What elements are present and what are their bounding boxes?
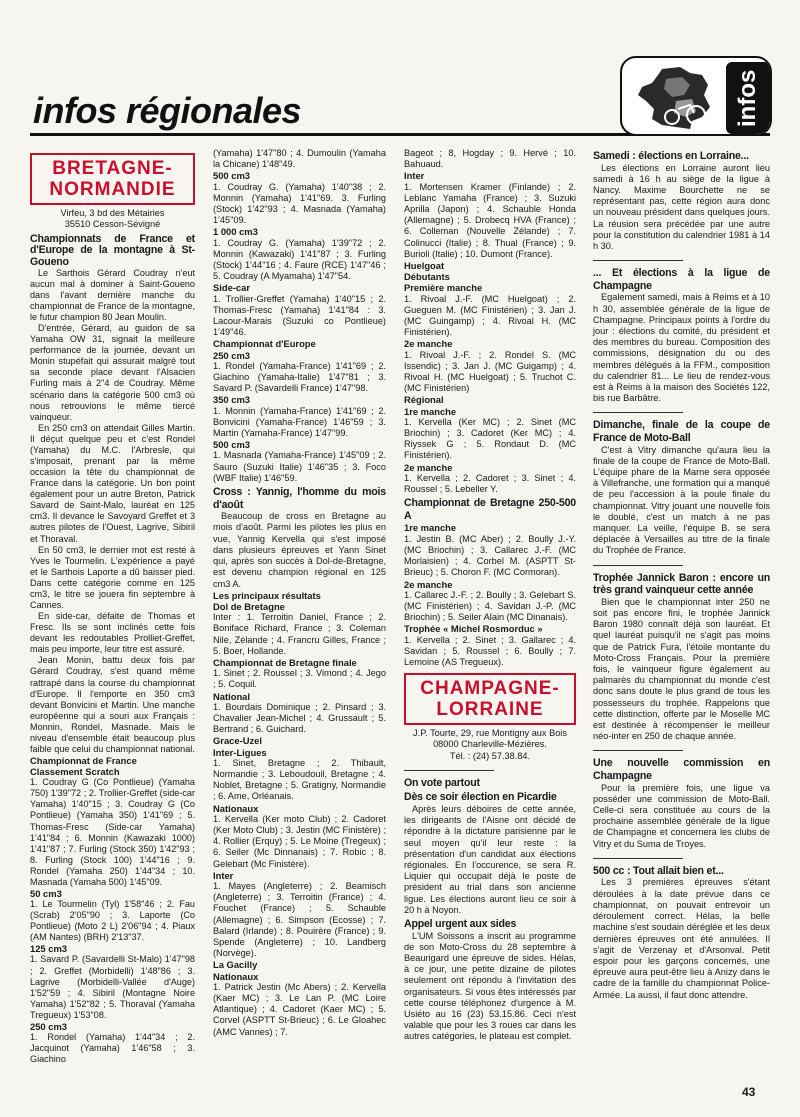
article-paragraph: Bien que le championnat inter 250 ne soit pas encore fini, le trophée Jannick Baron 1980 connaît déjà son lauréat. Et quel lauréat puisqu'il ne s'agit pas moins que de Patrick Fura, l'étoile montante du Moto-Cross Français. Pour la première fois, le vainqueur figure également au palmarès du championnat du monde c'est donc sans doute le plus grand de tous les possesseurs du trophée. Rappelons que cette distinction, offerte par le Moselle MC est destinée à récompenser le meilleur néo-inter en 250 de chaque année. xyxy=(593,596,770,742)
article-heading: Samedi : élections en Lorraine... xyxy=(593,150,749,162)
article-heading: Championnat de Bretagne 250-500 A xyxy=(404,497,576,522)
article-heading: Trophée Jannick Baron : encore un très grand vainqueur cette année xyxy=(593,571,770,597)
article-paragraph: Les 3 premières épreuves s'étant déroulées à la date prévue dans ce championnat, on pouvait entrevoir un déroulement correct. Hélas, la belle machine s'est soudain déréglée et les deux dernières épreuves ont été annulées. Il s'agit de Verzenay et d'Arsonval. Petit espoir pour les garçons concernés, une épreuve aura peut-être lieu à Anizy dans le cadre de la famille du championnat Police-Armée. La aussi, il faut donc attendre. xyxy=(593,877,770,1000)
article-heading: ... Et élections à la ligue de Champagne xyxy=(593,267,770,292)
article-paragraph: Jean Monin, battu deux fois par Gérard Coudray, s'est quand même rattrapé dans la course du championnat d'Europe. Il l'emporte en 350 cm3 devant Bonvicini et Martin. Une manche européenne qui a souri aux Français : Monnin, Rondel, Masnade. Mais le niveau d'ensemble était beaucoup plus faible que celui du championnat national. xyxy=(30,655,195,754)
results-subheading: Nationaux xyxy=(213,970,259,982)
results-subheading: Grace-Uzel xyxy=(213,735,262,747)
results-subheading: Débutants xyxy=(404,271,450,283)
article-paragraph: Le Sarthois Gérard Coudray n'eut aucun mal à dominer à Saint-Goueno dans l'avant dernière manche du championnat de France de la montagne, le futur champion 80 Jean Moulin. xyxy=(30,267,195,322)
results-subheading: 350 cm3 xyxy=(213,394,251,406)
article-paragraph: Pour la première fois, une ligue va posséder une commission de Moto-Ball. Celle-ci sera constituée au cours de la prochaine assemblée générale de la ligue de Champagne et concernera les clubs de Vitry et du Suma de Troyes. xyxy=(593,782,770,849)
article-heading: 500 cc : Tout allait bien et... xyxy=(593,864,724,877)
section-title: infos régionales xyxy=(33,90,302,131)
article-heading: Dès ce soir élection en Picardie xyxy=(404,791,557,804)
article-paragraph: En 250 cm3 on attendait Gilles Martin. Il déçut quelque peu et c'est Rondel (Yamaha) du M.C. l'Arbresle, qui s'imposait, prenant par la même occasion la tête du championnat de France dans la catégorie. Un bon point également pour un autre Breton, Patrick Savard de Saint-Malo, lauréat en 125 cm3. Il devance le Savoyard Greffet et 3 autres pilotes de l'Ouest, Lagrive, Sibiril et Thoraval. xyxy=(30,422,195,544)
divider xyxy=(593,858,683,859)
results-subheading: 50 cm3 xyxy=(30,888,62,900)
results-subheading: Inter xyxy=(404,170,425,182)
results-subheading: 2e manche xyxy=(404,578,453,590)
divider xyxy=(593,412,683,413)
results-text: 1. Kervella (Ker MC) ; 2. Sinet (MC Briochin) ; 3. Cadoret (Ker MC) ; 4. Riyssek G ; 5. Rondaut D. (MC Finistérien). xyxy=(404,416,576,461)
address-line: Virfeu, 3 bd des Métairies xyxy=(60,208,165,218)
results-text: 1. Rivoal J.-F. (MC Huelgoat) ; 2. Gueguen M. (MC Finistérien) ; 3. Jan J. (MC Guingamp) ; 4. Rivoal H. (MC Finistérien). xyxy=(404,293,576,338)
results-text: 1. Bourdais Dominique ; 2. Pinsard ; 3. Chavalier Jean-Michel ; 4. Grussault ; 5. Bertrand ; 6. Guichard. xyxy=(213,701,386,735)
france-map-icon xyxy=(632,65,724,133)
results-subheading: Première manche xyxy=(404,282,483,294)
address-line: 08000 Charleville-Mézières. xyxy=(433,739,547,750)
results-subheading: Side-car xyxy=(213,282,250,294)
results-subheading: Inter xyxy=(213,869,234,881)
article-heading: Dimanche, finale de la coupe de France de Moto-Ball xyxy=(593,419,770,445)
region-address xyxy=(404,728,576,762)
divider xyxy=(404,770,494,771)
results-subheading: 1 000 cm3 xyxy=(213,226,258,238)
results-text: 1. Sinet ; 2. Roussel ; 3. Vimond ; 4. Jego ; 5. Coquil. xyxy=(213,668,386,690)
column-4 xyxy=(593,148,770,1001)
results-subheading: 500 cm3 xyxy=(213,439,251,451)
region-banner-bretagne: BRETAGNE-NORMANDIE xyxy=(30,153,195,205)
infos-logo-word: infos xyxy=(726,62,770,134)
results-text: (Yamaha) 1'47"80 ; 4. Dumoulin (Yamaha la Chicane) 1'48"49. xyxy=(213,148,386,170)
article-heading: On vote partout xyxy=(404,776,480,789)
results-text: 1. Jestin B. (MC Aber) ; 2. Boully J.-Y. (MC Briochin) ; 3. Callarec J.-F. (MC Morlaisien) ; 4. Corbel M. (ASPTT St-Brieuc) ; 5. Choron F. (MC Cormoran). xyxy=(404,533,576,578)
results-subheading: 1re manche xyxy=(404,522,457,534)
results-subheading: Dol de Bretagne xyxy=(213,600,285,612)
article-paragraph: L'UM Soissons a inscrit au programme de son Moto-Cross du 28 septembre à Beaurigard une épreuve de sides. Hélas, à ce jour, une petite dizaine de pilotes seulement ont répondu à l'invitation des organisateurs. Si vous êtes intéressés par cette course téléphonez d'urgence à M. Usiéto au 16 (23) 53.15.86. Ceci n'est valable que pour les 3 roues car dans les autres catégories, le plateau est complet. xyxy=(404,930,576,1042)
results-subheading: 250 cm3 xyxy=(30,1020,68,1032)
results-subheading: Les principaux résultats xyxy=(213,589,321,601)
results-text: 1. Trollier-Greffet (Yamaha) 1'40"15 ; 2. Thomas-Fresc (Yamaha) 1'41"84 : 3. Lacour-Marais (Suzuki co Pontlieue) 1'49"46. xyxy=(213,293,386,338)
article-heading: Une nouvelle commission en Champagne xyxy=(593,757,770,783)
divider xyxy=(593,565,683,566)
results-text: 1. Coudray G. (Yamaha) 1'40"38 ; 2. Monnin (Yamaha) 1'41"69. 3. Furling (Stock) 1'42"93 ; 4. Masnada (Yamaha) 1'45"09. xyxy=(213,181,386,226)
article-heading: Appel urgent aux sides xyxy=(404,917,517,930)
results-subheading: Championnat de Bretagne finale xyxy=(213,656,357,668)
page-number: 43 xyxy=(742,1085,756,1099)
results-subheading: 2e manche xyxy=(404,461,453,473)
results-subheading: 125 cm3 xyxy=(30,943,68,955)
results-text: 1. Sinet, Bretagne ; 2. Thibault, Normandie ; 3. Leboudouil, Bretagne ; 4. Noblet, Bretagne ; 5. Gratigny, Normandie ; 6. Ame, Orléanais. xyxy=(213,757,386,802)
results-text: 1. Mayes (Angleterre) ; 2. Beamisch (Angleterre) ; 3. Terroitin (France) ; 4. Fouchet (France) ; 5. Schauble (Allemagne) ; 6. Simpson (Ecosse) ; 7. Balard (Irlande) ; 8. Pouirère (France) ; 9. Spende (Angleterre) ; 10. Landberg (Norvège). xyxy=(213,880,386,959)
results-subheading: Régional xyxy=(404,394,444,406)
results-subheading: National xyxy=(213,690,250,702)
results-subheading: Inter-Ligues xyxy=(213,746,267,758)
address-line: J.P. Tourte, 29, rue Montigny aux Bois xyxy=(413,728,567,739)
region-address xyxy=(30,208,195,230)
results-subheading: Trophée « Michel Rosmorduc » xyxy=(404,623,543,635)
results-text: 1. Rivoal J.-F. ; 2. Rondel S. (MC Issendic) ; 3. Jan J. (MC Guigamp) ; 4. Rivoal H. (MC Huelgoat) ; 5. Truchot C. (MC Finistérien) xyxy=(404,349,576,394)
results-subheading: 500 cm3 xyxy=(213,170,251,182)
results-text: 1. Kervella ; 2. Cadoret ; 3. Sinet ; 4. Roussel ; 5. Lebeller Y. xyxy=(404,472,576,495)
results-subheading: 1re manche xyxy=(404,405,457,417)
article-heading: Cross : Yannig, l'homme du mois d'août xyxy=(213,486,386,511)
results-text: 1. Savard P. (Savardelli St-Malo) 1'47"98 ; 2. Greffet (Morbidelli) 1'48"86 ; 3. Lagrive (Morbidelli-Vallée d'Auge) 1'52"59 ; 4. Sibiril (Montagne Noire Yamaha) 1'52"82 ; 5. Thoraval (Yamaha Tregueux) 1'53"08. xyxy=(30,954,195,1020)
results-text: 1. Rondel (Yamaha-France) 1'41"69 ; 2. Giachino (Yamaha-Italie) 1'47"81 ; 3. Savard P. (Savardelli France) 1'47"98. xyxy=(213,360,386,394)
column-3 xyxy=(404,148,576,1043)
results-text: 1. Le Tourmelin (Tyl) 1'58"46 ; 2. Fau (Scrab) 2'05"90 ; 3. Laporte (Co Pontlieue) (Moto 2 L) 2'06"94 ; 4. Piaux (AM Nantes) (BRH) 2'13"37. xyxy=(30,899,195,943)
results-subheading: La Gacilly xyxy=(213,959,258,971)
results-subheading: Nationaux xyxy=(213,802,259,814)
divider xyxy=(593,750,683,751)
results-text: 1. Patrick Jestin (Mc Abers) ; 2. Kervella (Kaer MC) ; 3. Le Lan P. (MC Loire Atlantique) ; 4. Cadoret (Kaer MC) ; 5. Corvel (ASPTT St-Brieuc) ; 6. Le Gloahec (AMC Vannes) ; 7. xyxy=(213,981,386,1037)
results-subheading: Huelgoat xyxy=(404,260,445,272)
address-line: 35510 Cesson-Sévigné xyxy=(64,219,161,230)
address-line: Tél. : (24) 57.38.84. xyxy=(449,750,531,761)
article-paragraph: C'est à Vitry dimanche qu'aura lieu la finale de la coupe de France de Moto-Ball. L'équipe phare de la Marne sera opposée à Villefranche, une formation qui a manqué de peu l'accession à la poule finale du championnat. Vitry jouant une nouvelle fois le doublé, c'est un match à ne pas manquer. La veille, l'équipe B. se sera déplacée à Versailles au titre de la finale du Trophée de France. xyxy=(593,444,770,556)
results-subheading: 2e manche xyxy=(404,338,453,350)
results-text: 1. Callarec J.-F. ; 2. Boully ; 3. Gelebart S. (MC Finistérien) ; 4. Savidan J.-P. (MC Briochin) ; 5. Seiler Alain (MC Dinanais). xyxy=(404,589,576,623)
results-text: 1. Masnada (Yamaha-France) 1'45"09 ; 2. Sauro (Suzuki Italie) 1'46"35 ; 3. Foco (WBF Italie) 1'46"59. xyxy=(213,450,386,483)
results-text: 1. Coudray G. (Yamaha) 1'39"72 ; 2. Monnin (Kawazaki) 1'41"87 ; 3. Furling (Stock) 1'44"16 ; 4. Faure (RCE) 1'47"46 ; 5. Coudray (A Myamaha) 1'47"54. xyxy=(213,237,386,282)
article-paragraph: Egalement samedi, mais à Reims et à 10 h 30, assemblée générale de la ligue de Champagne. Principaux points à l'ordre du jour : élections du comité, du président et des membres du bureau. Composition des commissions, désignation du ou des membres délégués à la FFM., composition du calendrier 81... Le lieu de rendez-vous est à Reims à la maison des Sociétés 122, bis rue Barbâtre. xyxy=(593,292,770,404)
results-text: 1. Monnin (Yamaha-France) 1'41"69 ; 2. Bonvicini (Yamaha-France) 1'46"59 ; 3. Martin (Yamaha-France) 1'47"99. xyxy=(213,405,386,439)
column-1 xyxy=(30,148,195,1065)
results-text: 1. Coudray G (Co Pontlieue) (Yamaha 750) 1'39"72 ; 2. Trollier-Greffet (side-car Yamaha) 1'40"15 ; 3. Coudray G (Co Pontlieue) (Yamaha 350) 1'41"69 ; 5. Thomas-Fresc (Side-car Yamaha) 1'41"84 ; 6. Monnin (Kawazaki 1000) 1'41"87 ; 7. Furling (Stock 350) 1'42"93 ; 8. Furling (Stock 100) 1'44"16 ; 9. Rondel (Yamaha 250) 1'44"34 ; 10. Masnada (Yamaha 500) 1'45"09. xyxy=(30,777,195,887)
article-paragraph: Beaucoup de cross en Bretagne au mois d'août. Parmi les pilotes les plus en vue, Yannig Kervella qui s'est imposé dans plusieurs épreuves et Yann Sinet qui, après son succès à Dol-de-Bretagne, est devenu champion régional en 125 cm3 A. xyxy=(213,511,386,589)
article-paragraph: En side-car, défaite de Thomas et Fresc. Ils se sont inclinés cette fois devant les redoutables Prolliet-Greffet, mais peu importe, leur titre est assuré. xyxy=(30,611,195,655)
results-subheading: Classement Scratch xyxy=(30,766,120,778)
divider xyxy=(593,260,683,261)
results-subheading: Championnat d'Europe xyxy=(213,338,316,350)
article-paragraph: D'entrée, Gérard, au guidon de sa Yamaha OW 31, signait la meilleure performance de la journée, devant un Monin stupéfait qui assurait malgré tout sa seconde place devant l'Alsacien Furling mais à 2"4 de Coudray. Même scénario dans la catégorie 500 cm3 où nous retrouvions le même tiercé vainqueur. xyxy=(30,323,195,422)
results-text: Inter : 1. Terroitin Daniel, France ; 2. Boniface Richard, France ; 3. Coleman Nile, Zélande ; 4. Francru Gilles, France ; 5. Boer, Hollande. xyxy=(213,612,386,656)
results-text: 1. Kervella (Ker moto Club) ; 2. Cadoret (Ker Moto Club) ; 3. Jestin (MC Finistère) ; 4. Rollier (Erquy) ; 5. Le Moine (Tregeux) ; 6. Seiler (Mc Dinnanais) ; 7. Robic ; 8. Gelebart (Mc Finistère). xyxy=(213,813,386,869)
article-heading: Championnats de France et d'Europe de la montagne à St-Goueno xyxy=(30,233,195,268)
region-banner-champagne: CHAMPAGNE-LORRAINE xyxy=(404,673,576,725)
article-paragraph: En 50 cm3, le dernier mot est resté à Yves le Tourmelin. L'expérience a payé et le Sarthois Laporte a dû baisser pied. Dans cette catégorie comme en 125 cm3, le titre se jouera fin septembre à Cannes. xyxy=(30,544,195,610)
results-text: 1. Mortensen Kramer (Finlande) ; 2. Leblanc Yamaha (France) ; 3. Suzuki Aprilla (Japon) ; 4. Schauble Honda (Allemagne) ; 5. Drobecq HVA (France) ; 6. Colleman (Nouvelle Zélande) ; 7. Colinucci (Italie) ; 8. Thual (France) ; 9. Burioli (Italie) ; 10. Dumont (France). xyxy=(404,181,576,259)
column-2 xyxy=(213,148,386,1038)
article-paragraph: Les élections en Lorraine auront lieu samedi à 16 h au siège de la ligue à Nancy. Maxime Bourchette ne se représentant pas, cette région aura donc un nouveau président dans quelques jours. La réusion sera précédée par une autre pour la constitution du calendrier 1981 à 14 h 30. xyxy=(593,162,770,252)
results-text: 1. Kervella ; 2. Sinet ; 3. Gallarec ; 4. Savidan ; 5. Roussel ; 6. Boully ; 7. Lemoine (AS Tregueux). xyxy=(404,634,576,667)
results-subheading: Championnat de France xyxy=(30,755,137,767)
infos-logo xyxy=(620,56,772,136)
article-paragraph: Après leurs déboires de cette année, les dirigeants de l'Aisne ont décidé de répondre à la dictature parisienne par le seul moyen qu'il leur reste : la présentation d'un candidat aux élections régionales. En l'occurence, se sera R. Liquier qui occupait déjà le poste de président au trial dans son ancienne ligue. Les élections auront lieu ce soir à 20 h à Noyon. xyxy=(404,803,576,915)
results-text: 1. Rondel (Yamaha) 1'44"34 ; 2. Jacquinot (Yamaha) 1'46"58 ; 3. Giachino xyxy=(30,1032,195,1065)
results-text: Bageot ; 8, Hogday ; 9. Hervé ; 10. Bahuaud. xyxy=(404,148,576,170)
results-subheading: 250 cm3 xyxy=(213,349,251,361)
